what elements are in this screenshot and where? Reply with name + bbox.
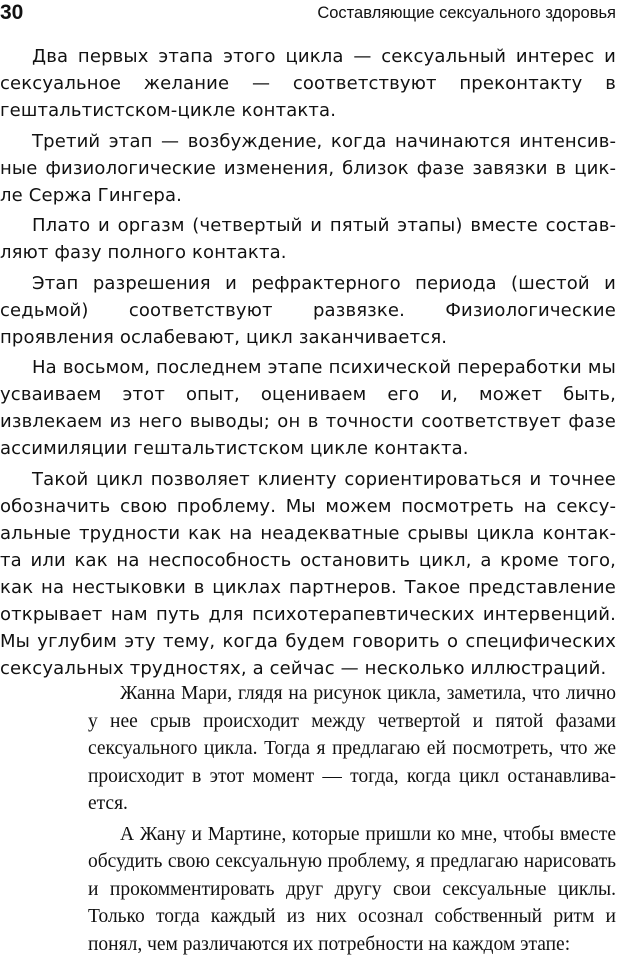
paragraph: Этап разрешения и рефрактерного периода (шестой и седьмой) соответствуют развязке. Физиологические проявления ослабевают, цикл заканчивается. bbox=[0, 272, 616, 348]
page-number: 30 bbox=[0, 1, 24, 24]
paragraph: Такой цикл позволяет клиенту сориентироваться и точнее обозначить свою проблему. Мы можем посмотреть на сексуальные трудности как на неадекватные срывы цикла контакта или как на неспособность остановить цикл, а кроме того, как на нестыковки в циклах партнеров. Такое представление открывает нам путь для психотерапевтических интервенций. Мы углубим эту тему, когда будем говорить о специфических сексуальных трудностях, а сейчас — несколько иллюстраций. bbox=[0, 468, 616, 679]
paragraph: Третий этап — возбуждение, когда начинаются интенсивные физиологические изменения, близок фазе завязки в цикле Сержа Гингера. bbox=[0, 130, 616, 206]
case-paragraph: А Жану и Мартине, которые пришли ко мне, чтобы вместе обсудить свою сексуальную проблему, я предлагаю нарисовать и прокомментировать друг другу свои сексуальные циклы. Только тогда каждый из них осознал собственный ритм и понял, чем различаются их потребности на каждом этапе: bbox=[88, 823, 616, 955]
paragraph: Два первых этапа этого цикла — сексуальный интерес и сексуальное желание — соответствуют преконтакту в гештальтистском-цикле контакта. bbox=[0, 46, 616, 121]
paragraph: На восьмом, последнем этапе психической переработки мы усваиваем этот опыт, оцениваем его и, может быть, извлекаем из него выводы; он в точности соответствует фазе ассимиляции гештальтистском цикле контакта. bbox=[0, 357, 616, 459]
case-examples-block bbox=[88, 680, 616, 961]
paragraph: Плато и оргазм (четвертый и пятый этапы) вместе составляют фазу полного контакта. bbox=[0, 215, 616, 263]
page-header bbox=[0, 0, 620, 30]
case-paragraph: Жанна Мари, глядя на рисунок цикла, заметила, что лично у нее срыв происходит между четвертой и пятой фазами сексуального цикла. Тогда я предлагаю ей посмотреть, что же происходит в этот момент — тогда, когда цикл останавливается. bbox=[88, 683, 616, 814]
main-text-block bbox=[0, 43, 616, 685]
running-title: Составляющие сексуального здоровья bbox=[317, 4, 616, 22]
